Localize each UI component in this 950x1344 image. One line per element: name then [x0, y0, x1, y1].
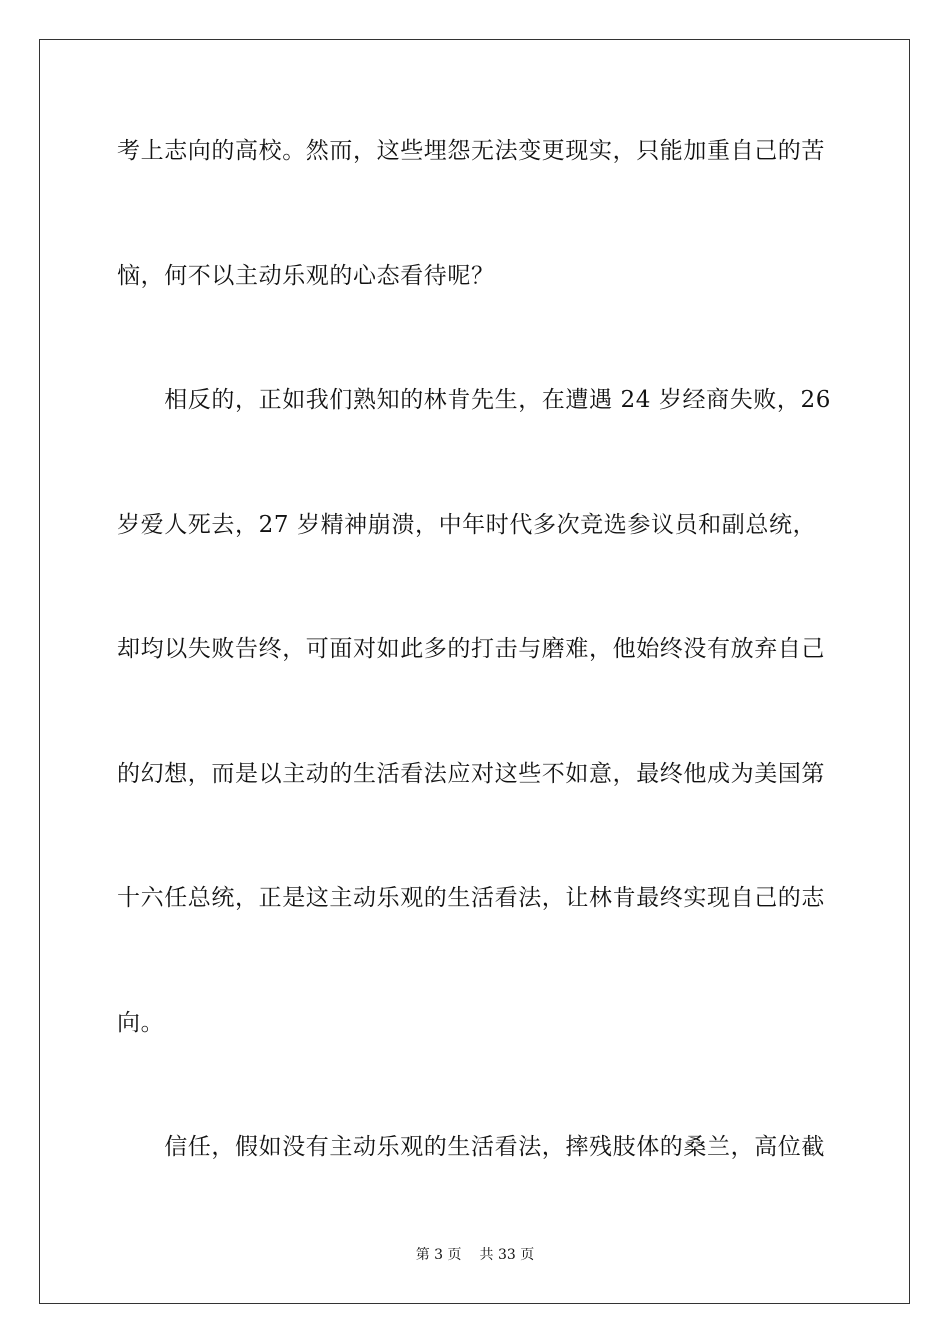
text-line-5: 却均以失败告终，可面对如此多的打击与磨难，他始终没有放弃自己 — [117, 636, 825, 662]
text-line-8: 向。 — [117, 1010, 165, 1036]
text-line-6: 的幻想，而是以主动的生活看法应对这些不如意，最终他成为美国第 — [117, 761, 825, 787]
text-line-2: 恼，何不以主动乐观的心态看待呢？ — [117, 263, 495, 289]
text-line-9: 信任，假如没有主动乐观的生活看法，摔残肢体的桑兰，高位截 — [117, 1134, 825, 1160]
text-line-4: 岁爱人死去，27 岁精神崩溃，中年时代多次竞选参议员和副总统， — [117, 512, 817, 538]
text-line-1: 考上志向的高校。然而，这些埋怨无法变更现实，只能加重自己的苦 — [117, 138, 825, 164]
page-total: 共 33 页 — [479, 1247, 535, 1263]
text-line-7: 十六任总统，正是这主动乐观的生活看法，让林肯最终实现自己的志 — [117, 885, 825, 911]
page-number: 第 3 页 — [415, 1247, 462, 1263]
text-line-3: 相反的，正如我们熟知的林肯先生，在遭遇 24 岁经商失败，26 — [117, 387, 831, 413]
page-footer — [0, 1246, 950, 1264]
page-border — [39, 39, 910, 1304]
